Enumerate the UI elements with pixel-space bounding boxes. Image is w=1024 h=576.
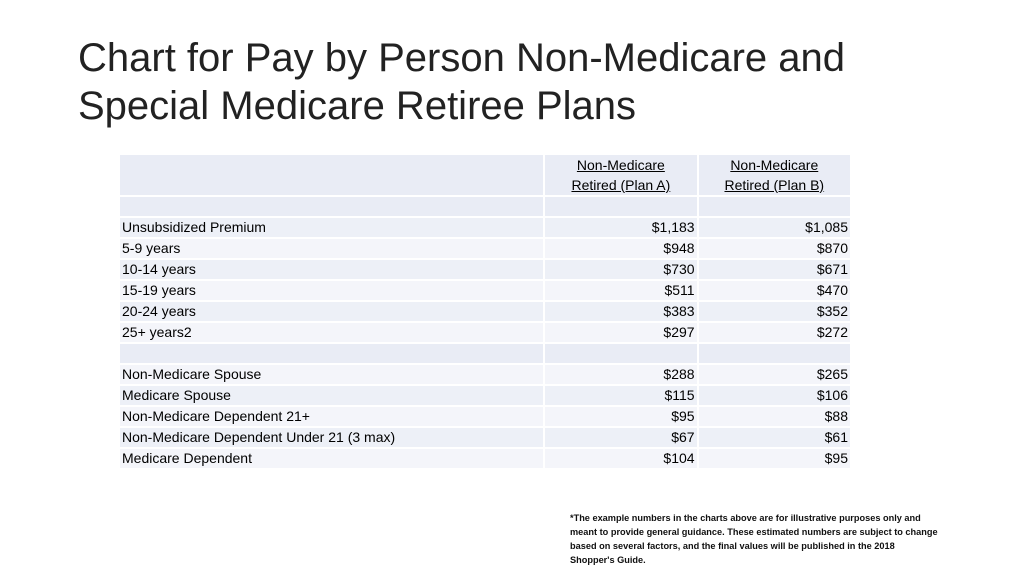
table-row: [120, 281, 850, 300]
plan-b-value: $106: [699, 386, 850, 405]
row-label: 20-24 years: [120, 302, 543, 321]
row-label: 25+ years2: [120, 323, 543, 342]
row-label: Non-Medicare Dependent Under 21 (3 max): [120, 428, 543, 447]
plan-a-value: $95: [545, 407, 696, 426]
plan-a-value: $67: [545, 428, 696, 447]
header-plan-a: [545, 155, 696, 195]
plan-b-value: $272: [699, 323, 850, 342]
blank-row: [120, 197, 850, 216]
plan-a-value: $297: [545, 323, 696, 342]
header-plan-a-line2: Retired (Plan A): [571, 177, 671, 193]
row-label: Medicare Spouse: [120, 386, 543, 405]
table-row: [120, 407, 850, 426]
row-label: Non-Medicare Dependent 21+: [120, 407, 543, 426]
title-line-2: Special Medicare Retiree Plans: [78, 84, 637, 128]
plan-b-value: $88: [699, 407, 850, 426]
header-plan-b: [699, 155, 850, 195]
slide-title: [78, 34, 978, 130]
plan-b-value: $1,085: [699, 218, 850, 237]
table-row: [120, 449, 850, 468]
table-row: [120, 386, 850, 405]
plan-b-value: $265: [699, 365, 850, 384]
row-label: Medicare Dependent: [120, 449, 543, 468]
plan-a-value: $511: [545, 281, 696, 300]
plan-a-value: $948: [545, 239, 696, 258]
table-row: [120, 239, 850, 258]
footnote: *The example numbers in the charts above are for illustrative purposes only and meant to provide general guidance. These estimated numbers are subject to change based on several factors, and the final values will be published in the 2018 Shopper's Guide.: [570, 513, 938, 565]
plan-a-value: $730: [545, 260, 696, 279]
header-empty-cell: [120, 155, 543, 195]
row-label: 5-9 years: [120, 239, 543, 258]
row-label: Non-Medicare Spouse: [120, 365, 543, 384]
table-header-row: [120, 155, 850, 195]
table-row: [120, 365, 850, 384]
table-row: [120, 302, 850, 321]
table-row: [120, 218, 850, 237]
plan-b-value: $95: [699, 449, 850, 468]
plan-a-value: $104: [545, 449, 696, 468]
plan-b-value: $352: [699, 302, 850, 321]
plan-a-value: $1,183: [545, 218, 696, 237]
plan-a-value: $383: [545, 302, 696, 321]
row-label: Unsubsidized Premium: [120, 218, 543, 237]
plan-b-value: $671: [699, 260, 850, 279]
plan-a-value: $115: [545, 386, 696, 405]
header-plan-a-line1: Non-Medicare: [576, 157, 665, 173]
header-plan-b-line1: Non-Medicare: [730, 157, 819, 173]
plan-b-value: $870: [699, 239, 850, 258]
blank-row: [120, 344, 850, 363]
premium-table: [118, 153, 852, 470]
plan-b-value: $61: [699, 428, 850, 447]
table-row: [120, 428, 850, 447]
row-label: 10-14 years: [120, 260, 543, 279]
plan-b-value: $470: [699, 281, 850, 300]
title-line-1: Chart for Pay by Person Non-Medicare and: [78, 36, 846, 80]
header-plan-b-line2: Retired (Plan B): [724, 177, 825, 193]
table-row: [120, 260, 850, 279]
row-label: 15-19 years: [120, 281, 543, 300]
plan-a-value: $288: [545, 365, 696, 384]
table-row: [120, 323, 850, 342]
